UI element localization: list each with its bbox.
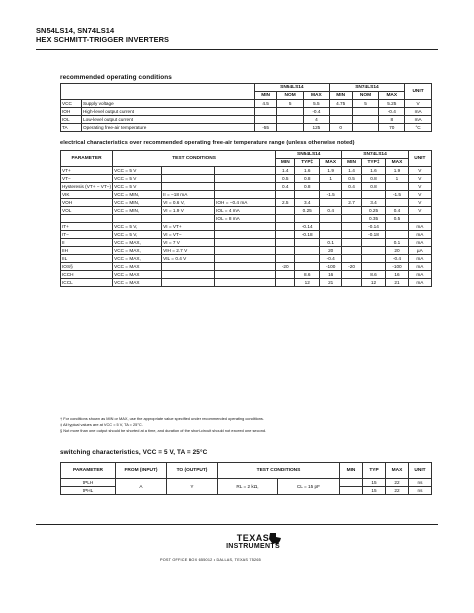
rec-sub: NOM	[277, 92, 304, 100]
sw-cell: 22	[386, 487, 409, 495]
footnote: † For conditions shown as MIN or MAX, use the appropriate value specified under recommended operating conditions.	[60, 416, 264, 421]
elec-cell	[320, 215, 342, 223]
elec-cell: VCC = 5 V	[113, 167, 162, 175]
rec-cell	[352, 124, 379, 132]
elec-cell: -0.4	[386, 255, 408, 263]
elec-cell: mA	[408, 271, 431, 279]
table-row	[61, 239, 432, 247]
rec-cell: -0.4	[379, 108, 405, 116]
elec-cell: 16	[386, 271, 408, 279]
sw-header: UNIT	[409, 463, 432, 479]
elec-unit: UNIT	[408, 151, 431, 167]
table-row	[61, 183, 432, 191]
elec-cell: mA	[408, 223, 431, 231]
elec-cell	[276, 255, 295, 263]
elec-cell: 0.8	[361, 183, 386, 191]
logo-texas: TEXAS	[236, 533, 270, 543]
footnote: ‡ All typical values are at VCC = 5 V, TA = 25°C.	[60, 422, 143, 427]
elec-sub: TYP‡	[295, 159, 320, 167]
elec-cell: 2.7	[342, 199, 361, 207]
sw-cell: 15	[363, 479, 386, 487]
elec-cell: V	[408, 175, 431, 183]
elec-cell	[162, 183, 215, 191]
elec-cell: 0.8	[295, 175, 320, 183]
rec-cell: 4	[304, 116, 330, 124]
elec-cell	[215, 167, 276, 175]
elec-cell: VOH	[61, 199, 113, 207]
elec-sub: MIN	[276, 159, 295, 167]
elec-cell: IOS§	[61, 263, 113, 271]
elec-sub: MAX	[386, 159, 408, 167]
sw-cell: 15	[363, 487, 386, 495]
elec-cell	[215, 279, 276, 287]
elec-cell	[113, 215, 162, 223]
table-row	[61, 215, 432, 223]
elec-cell	[386, 223, 408, 231]
elec-sub: MIN	[342, 159, 361, 167]
elec-cell: -0.18	[361, 231, 386, 239]
elec-cell: 8.6	[361, 271, 386, 279]
sw-cell: ns	[409, 487, 432, 495]
sw-cell: ns	[409, 479, 432, 487]
elec-cell: mA	[408, 239, 431, 247]
footer-rule	[36, 524, 438, 525]
table-row	[61, 231, 432, 239]
rec-dev1: SN54LS14	[255, 84, 330, 92]
rec-cell	[329, 116, 352, 124]
elec-cell: 1.9	[320, 167, 342, 175]
elec-cell	[342, 239, 361, 247]
rec-cell: V	[405, 100, 432, 108]
texas-state-icon	[268, 532, 282, 546]
rec-cell: 0	[329, 124, 352, 132]
elec-cell: 21	[320, 279, 342, 287]
elec-cond-header: TEST CONDITIONS	[113, 151, 276, 167]
elec-cell: VI = 0.6 V,	[162, 199, 215, 207]
elec-cell	[162, 263, 215, 271]
elec-cell	[408, 215, 431, 223]
elec-cell	[361, 247, 386, 255]
rec-sub: MIN	[255, 92, 277, 100]
rec-sub: MAX	[379, 92, 405, 100]
elec-cell: 20	[320, 247, 342, 255]
elec-cell: VCC = MAX	[113, 279, 162, 287]
elec-sub: MAX	[320, 159, 342, 167]
table-row	[61, 247, 432, 255]
elec-cell	[276, 215, 295, 223]
elec-cell: mA	[408, 279, 431, 287]
rec-cell	[255, 108, 277, 116]
rec-cell: 70	[379, 124, 405, 132]
elec-cell	[386, 231, 408, 239]
elec-cell	[215, 263, 276, 271]
rec-title: recommended operating conditions	[60, 74, 172, 81]
sw-cell: tPHL	[61, 487, 116, 495]
elec-cell: 0.1	[386, 239, 408, 247]
elec-cell	[295, 263, 320, 271]
rec-unit: UNIT	[405, 84, 432, 100]
rec-blank-header	[61, 84, 255, 100]
elec-cell: VIH = 2.7 V	[162, 247, 215, 255]
elec-cell	[162, 279, 215, 287]
elec-cell	[295, 239, 320, 247]
elec-cell	[215, 271, 276, 279]
elec-cell: 0.25	[361, 207, 386, 215]
elec-cell: 0.1	[320, 239, 342, 247]
elec-dev1: SN54LS14	[276, 151, 342, 159]
rec-cell: IOH	[61, 108, 82, 116]
elec-cell: mA	[408, 231, 431, 239]
document-header	[36, 26, 169, 44]
elec-cell: 0.4	[386, 207, 408, 215]
elec-cell: V	[408, 167, 431, 175]
elec-cell	[215, 255, 276, 263]
elec-cell	[276, 223, 295, 231]
elec-dev2: SN74LS14	[342, 151, 408, 159]
sw-cell	[340, 487, 363, 495]
device-title: HEX SCHMITT-TRIGGER INVERTERS	[36, 35, 170, 44]
table-row	[61, 191, 432, 199]
table-row	[61, 207, 432, 215]
elec-cell: 12	[295, 279, 320, 287]
elec-cell: 3.4	[295, 199, 320, 207]
elec-cell	[276, 207, 295, 215]
table-row	[61, 271, 432, 279]
elec-sub: TYP‡	[361, 159, 386, 167]
sw-header: TEST CONDITIONS	[218, 463, 340, 479]
sw-cell: CL = 15 pF	[277, 479, 339, 495]
footer-address: POST OFFICE BOX 655012 • DALLAS, TEXAS 75265	[160, 558, 261, 562]
rec-cell	[277, 116, 304, 124]
elec-cell: VCC = 5 V,	[113, 223, 162, 231]
table-row	[61, 167, 432, 175]
elec-cell	[295, 247, 320, 255]
elec-title: electrical characteristics over recommended operating free-air temperature range (unless otherwise noted)	[60, 140, 355, 146]
elec-cell	[342, 247, 361, 255]
elec-cell: VI = VT−	[162, 231, 215, 239]
elec-cell: 0.4	[276, 183, 295, 191]
elec-cell: -20	[342, 263, 361, 271]
rec-cell: °C	[405, 124, 432, 132]
elec-cell	[295, 255, 320, 263]
rec-cell: 8	[379, 116, 405, 124]
elec-cell	[342, 223, 361, 231]
sw-cell: A	[116, 479, 167, 495]
elec-cell	[215, 191, 276, 199]
sw-table	[60, 462, 432, 495]
elec-cell: VI = 7 V	[162, 239, 215, 247]
elec-cell	[361, 263, 386, 271]
elec-cell: V	[408, 183, 431, 191]
rec-cell: Low-level output current	[82, 116, 255, 124]
elec-cell	[342, 279, 361, 287]
part-numbers: SN54LS14, SN74LS14	[36, 26, 115, 35]
rec-cell: mA	[405, 116, 432, 124]
elec-cell: V	[408, 199, 431, 207]
elec-cell: VOL	[61, 207, 113, 215]
elec-cell: 12	[361, 279, 386, 287]
elec-cell	[361, 239, 386, 247]
elec-cell	[386, 183, 408, 191]
elec-cell	[386, 199, 408, 207]
table-row	[61, 223, 432, 231]
rec-cell	[352, 108, 379, 116]
rec-cell: 5.5	[304, 100, 330, 108]
elec-cell: Hysteresis (VT+ − VT−)	[62, 183, 112, 189]
elec-cell: VIK	[61, 191, 113, 199]
elec-cell	[162, 215, 215, 223]
elec-cell: V	[408, 191, 431, 199]
rec-table	[60, 83, 432, 132]
rec-cell: TA	[61, 124, 82, 132]
elec-cell: -1.5	[320, 191, 342, 199]
elec-cell	[320, 223, 342, 231]
rec-cell	[277, 124, 304, 132]
elec-cell: 0.4	[342, 183, 361, 191]
rec-cell: -55	[255, 124, 277, 132]
elec-cell: 0.8	[361, 175, 386, 183]
elec-cell: -0.18	[295, 231, 320, 239]
sw-cell: Y	[167, 479, 218, 495]
elec-cell: VCC = MIN,	[113, 199, 162, 207]
elec-cell	[276, 239, 295, 247]
rec-cell: -0.4	[304, 108, 330, 116]
table-row	[61, 124, 432, 132]
rec-cell	[329, 108, 352, 116]
elec-cell: 2.5	[276, 199, 295, 207]
elec-cell	[276, 231, 295, 239]
elec-cell	[361, 191, 386, 199]
elec-cell: 0.5	[386, 215, 408, 223]
elec-cell: VCC = MIN,	[113, 207, 162, 215]
elec-cell	[320, 199, 342, 207]
elec-cell: IIL	[61, 255, 113, 263]
header-rule	[36, 49, 438, 50]
rec-sub: MIN	[329, 92, 352, 100]
elec-cell	[215, 239, 276, 247]
elec-cell: -20	[276, 263, 295, 271]
elec-cell: II	[61, 239, 113, 247]
sw-header: TYP	[363, 463, 386, 479]
elec-cell: 1.9	[386, 167, 408, 175]
elec-cell: VCC = MIN,	[113, 191, 162, 199]
elec-cell: 1.4	[342, 167, 361, 175]
table-row	[61, 100, 432, 108]
elec-cell	[342, 207, 361, 215]
elec-cell: 1.4	[276, 167, 295, 175]
elec-cell	[215, 231, 276, 239]
rec-cell: 4.5	[255, 100, 277, 108]
table-row	[61, 279, 432, 287]
table-row	[61, 255, 432, 263]
elec-cell: VT+	[61, 167, 113, 175]
elec-cell: -100	[320, 263, 342, 271]
elec-cell	[162, 175, 215, 183]
elec-cell: VIL = 0.4 V	[162, 255, 215, 263]
elec-cell: -0.14	[361, 223, 386, 231]
rec-cell: 5	[352, 100, 379, 108]
elec-cell	[361, 255, 386, 263]
sw-cell	[340, 479, 363, 487]
elec-cell: 0.5	[342, 175, 361, 183]
footnote: § Not more than one output should be shorted at a time, and duration of the short-circuit should not exceed one second.	[60, 428, 267, 433]
elec-cell	[342, 191, 361, 199]
elec-cell: VCC = MAX,	[113, 255, 162, 263]
elec-cell	[61, 215, 113, 223]
rec-cell: VCC	[61, 100, 82, 108]
footnotes	[60, 416, 266, 434]
elec-cell	[342, 255, 361, 263]
ti-logo	[218, 533, 288, 550]
sw-header: PARAMETER	[61, 463, 116, 479]
elec-cell: VCC = 5 V	[113, 175, 162, 183]
elec-cell: 1.6	[361, 167, 386, 175]
elec-cell: -1.5	[386, 191, 408, 199]
elec-cell	[276, 271, 295, 279]
elec-cell: 0.8	[295, 183, 320, 191]
sw-cell: RL = 2 kΩ,	[218, 479, 278, 495]
elec-cell: 20	[386, 247, 408, 255]
sw-header: FROM (INPUT)	[116, 463, 167, 479]
elec-cell: ICCH	[61, 271, 113, 279]
elec-cell: 16	[320, 271, 342, 279]
sw-cell: tPLH	[61, 479, 116, 487]
rec-sub: NOM	[352, 92, 379, 100]
elec-cell: 1.6	[295, 167, 320, 175]
elec-cell	[342, 271, 361, 279]
elec-cell: IOH = −0.4 mA	[215, 199, 276, 207]
elec-cell: IT+	[61, 223, 113, 231]
table-row	[61, 116, 432, 124]
elec-cell	[162, 167, 215, 175]
elec-cell	[276, 247, 295, 255]
elec-cell: VCC = MAX,	[113, 247, 162, 255]
elec-cell: VCC = 5 V,	[113, 231, 162, 239]
sw-title: switching characteristics, VCC = 5 V, TA = 25°C	[60, 449, 208, 456]
elec-cell: 0.25	[295, 207, 320, 215]
elec-cell: VCC = MAX	[113, 271, 162, 279]
elec-cell	[215, 247, 276, 255]
elec-cell	[276, 279, 295, 287]
elec-table	[60, 150, 432, 287]
sw-header: MAX	[386, 463, 409, 479]
elec-cell: 0.4	[320, 207, 342, 215]
elec-cell: 1	[320, 175, 342, 183]
elec-cell: VT−	[61, 175, 113, 183]
table-row	[61, 479, 432, 487]
elec-cell	[215, 223, 276, 231]
elec-cell: IT−	[61, 231, 113, 239]
logo-instruments: INSTRUMENTS	[226, 543, 280, 550]
rec-cell: IOL	[61, 116, 82, 124]
elec-cell	[342, 231, 361, 239]
rec-cell: 5	[277, 100, 304, 108]
elec-cell: VCC = MAX,	[113, 239, 162, 247]
rec-cell: mA	[405, 108, 432, 116]
elec-cell: II = −18 mA	[162, 191, 215, 199]
rec-dev2: SN74LS14	[329, 84, 404, 92]
rec-cell: 5.25	[379, 100, 405, 108]
elec-cell	[342, 215, 361, 223]
elec-cell: -0.14	[295, 223, 320, 231]
elec-cell: IOL = 4 mA	[215, 207, 276, 215]
elec-cell: 3.4	[361, 199, 386, 207]
sw-header: TO (OUTPUT)	[167, 463, 218, 479]
sw-cell: 22	[386, 479, 409, 487]
elec-cell: 0.35	[361, 215, 386, 223]
table-row	[61, 175, 432, 183]
rec-cell	[255, 116, 277, 124]
table-row	[61, 108, 432, 116]
rec-cell	[277, 108, 304, 116]
elec-cell	[215, 183, 276, 191]
elec-cell	[162, 271, 215, 279]
rec-cell: High-level output current	[82, 108, 255, 116]
elec-cell	[295, 191, 320, 199]
rec-cell: 125	[304, 124, 330, 132]
elec-cell	[276, 191, 295, 199]
elec-cell: VI = 1.9 V	[162, 207, 215, 215]
elec-param-header: PARAMETER	[61, 151, 113, 167]
elec-cell: IOL = 8 mA	[215, 215, 276, 223]
elec-cell: 0.5	[276, 175, 295, 183]
elec-cell: VCC = MAX	[113, 263, 162, 271]
elec-cell: mA	[408, 263, 431, 271]
table-row	[61, 199, 432, 207]
elec-cell: ICCL	[61, 279, 113, 287]
elec-cell: V	[408, 207, 431, 215]
elec-cell: VCC = 5 V	[113, 183, 162, 191]
rec-cell: Operating free-air temperature	[82, 124, 255, 132]
elec-cell: 1	[386, 175, 408, 183]
rec-sub: MAX	[304, 92, 330, 100]
elec-cell: µA	[408, 247, 431, 255]
elec-cell: mA	[408, 255, 431, 263]
elec-cell: VI = VT+	[162, 223, 215, 231]
sw-header: MIN	[340, 463, 363, 479]
elec-cell: -100	[386, 263, 408, 271]
table-row	[61, 263, 432, 271]
rec-cell: Supply voltage	[82, 100, 255, 108]
rec-cell	[352, 116, 379, 124]
elec-cell: IIH	[61, 247, 113, 255]
elec-cell	[320, 231, 342, 239]
elec-cell: 21	[386, 279, 408, 287]
elec-cell	[320, 183, 342, 191]
elec-cell	[215, 175, 276, 183]
elec-cell: -0.4	[320, 255, 342, 263]
elec-cell	[295, 215, 320, 223]
elec-cell: 8.6	[295, 271, 320, 279]
rec-cell: 4.75	[329, 100, 352, 108]
